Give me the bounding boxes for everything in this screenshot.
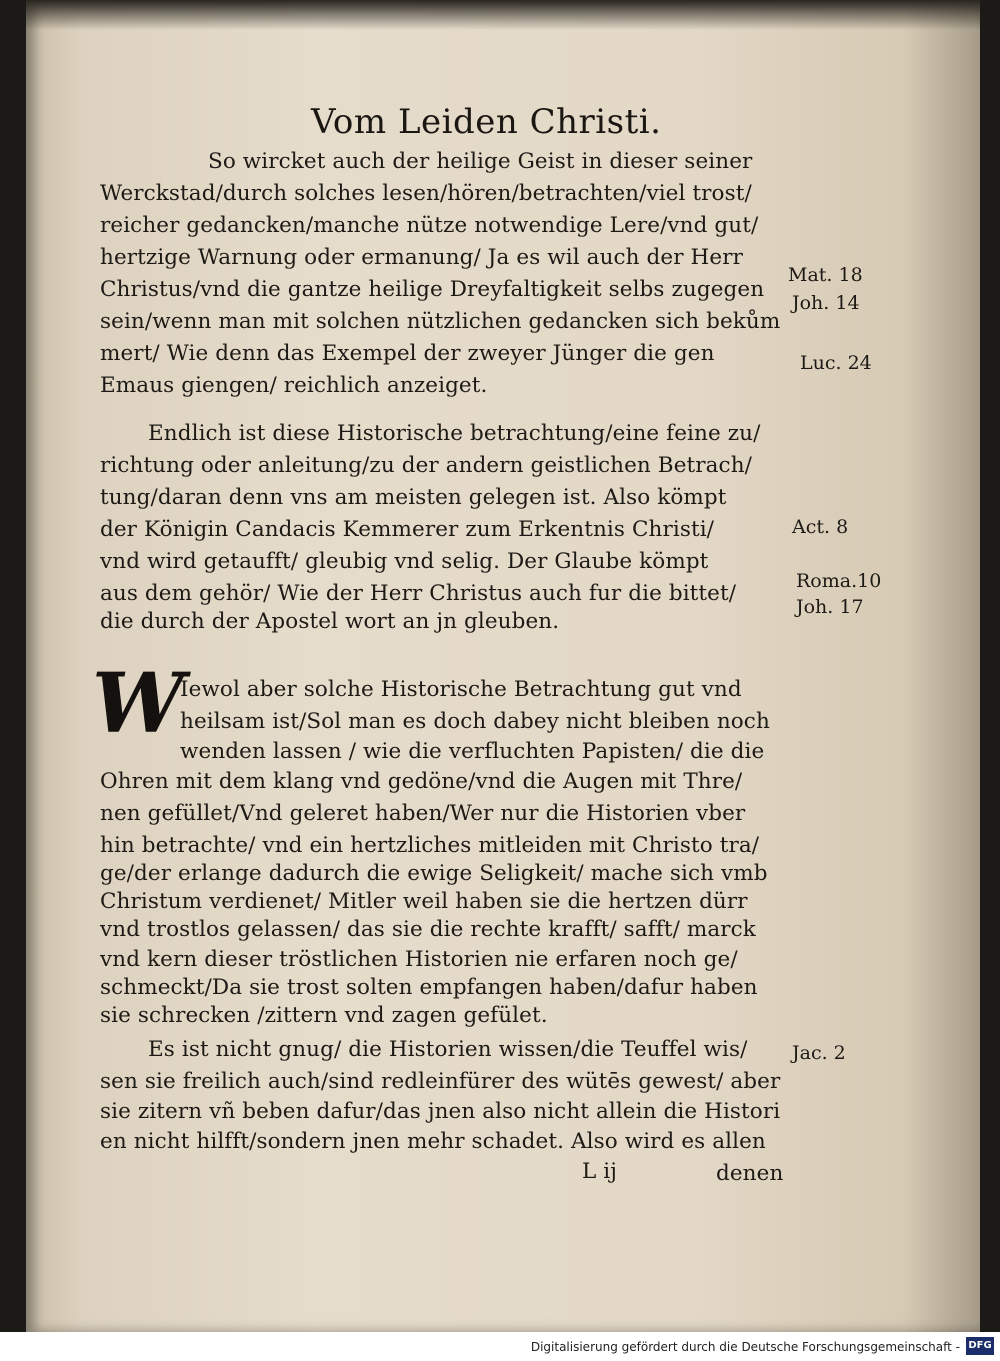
- text-line: Iewol aber solche Historische Betrachtung gut vnd: [180, 677, 742, 702]
- text-line: Christus/vnd die gantze heilige Dreyfaltigkeit selbs zugegen: [100, 277, 765, 302]
- margin-note: Luc. 24: [800, 352, 872, 374]
- text-line: en nicht hilfft/sondern jnen mehr schadet. Also wird es allen: [100, 1129, 766, 1154]
- text-line: heilsam ist/Sol man es doch dabey nicht bleiben noch: [180, 709, 770, 734]
- text-line: sie zitern vñ beben dafur/das jnen also nicht allein die Histori: [100, 1099, 781, 1124]
- margin-note: Mat. 18: [788, 264, 863, 286]
- text-line: hertzige Warnung oder ermanung/ Ja es wil auch der Herr: [100, 245, 743, 270]
- text-line: Ohren mit dem klang vnd gedöne/vnd die Augen mit Thre/: [100, 769, 743, 794]
- text-line: nen gefüllet/Vnd geleret haben/Wer nur die Historien vber: [100, 801, 746, 826]
- margin-note: Jac. 2: [792, 1042, 846, 1064]
- text-line: tung/daran denn vns am meisten gelegen ist. Also kömpt: [100, 485, 727, 510]
- text-line: der Königin Candacis Kemmerer zum Erkentnis Christi/: [100, 517, 715, 542]
- text-line: vnd trostlos gelassen/ das sie die rechte krafft/ safft/ marck: [100, 917, 756, 942]
- footer-bar: [0, 1332, 1000, 1361]
- margin-note: Roma.10: [796, 570, 882, 592]
- text-line: Werckstad/durch solches lesen/hören/betrachten/viel trost/: [100, 181, 752, 206]
- margin-note: Joh. 14: [792, 292, 860, 314]
- dfg-logo-icon: DFG: [966, 1337, 994, 1355]
- text-line: richtung oder anleitung/zu der andern geistlichen Betrach/: [100, 453, 752, 478]
- text-line: aus dem gehör/ Wie der Herr Christus auch fur die bittet/: [100, 581, 737, 606]
- faded-stamp: [116, 1150, 196, 1168]
- text-line: Emaus giengen/ reichlich anzeiget.: [100, 373, 488, 398]
- text-line: So wircket auch der heilige Geist in dieser seiner: [208, 149, 753, 174]
- text-line: Es ist nicht gnug/ die Historien wissen/die Teuffel wis/: [148, 1037, 748, 1062]
- text-line: Christum verdienet/ Mitler weil haben sie die hertzen dürr: [100, 889, 748, 914]
- text-line: Endlich ist diese Historische betrachtung/eine feine zu/: [148, 421, 761, 446]
- text-line: vnd wird getaufft/ gleubig vnd selig. Der Glaube kömpt: [100, 549, 709, 574]
- text-line: schmeckt/Da sie trost solten empfangen haben/dafur haben: [100, 975, 758, 1000]
- text-line: ge/der erlange dadurch die ewige Seligkeit/ mache sich vmb: [100, 861, 768, 886]
- catchword: denen: [716, 1161, 784, 1186]
- book-page: [26, 0, 980, 1332]
- text-line: sein/wenn man mit solchen nützlichen gedancken sich bekům: [100, 309, 781, 334]
- text-line: mert/ Wie denn das Exempel der zweyer Jünger die gen: [100, 341, 715, 366]
- text-line: sen sie freilich auch/sind redleinfürer des wütēs gewest/ aber: [100, 1069, 781, 1094]
- decorated-initial: W: [92, 656, 185, 752]
- margin-note: Act. 8: [792, 516, 849, 538]
- text-line: sie schrecken /zittern vnd zagen gefület.: [100, 1003, 548, 1028]
- text-line: hin betrachte/ vnd ein hertzliches mitleiden mit Christo tra/: [100, 833, 760, 858]
- margin-note: Joh. 17: [796, 596, 864, 618]
- text-line: wenden lassen / wie die verfluchten Papisten/ die die: [180, 739, 765, 764]
- signature-mark: L ij: [582, 1159, 618, 1184]
- page-title: Vom Leiden Christi.: [311, 102, 662, 142]
- text-line: reicher gedancken/manche nütze notwendige Lere/vnd gut/: [100, 213, 759, 238]
- footer-credit: Digitalisierung gefördert durch die Deutsche Forschungsgemeinschaft -: [530, 1340, 960, 1354]
- text-line: vnd kern dieser tröstlichen Historien nie erfaren noch ge/: [100, 947, 738, 972]
- text-line: die durch der Apostel wort an jn gleuben.: [100, 609, 560, 634]
